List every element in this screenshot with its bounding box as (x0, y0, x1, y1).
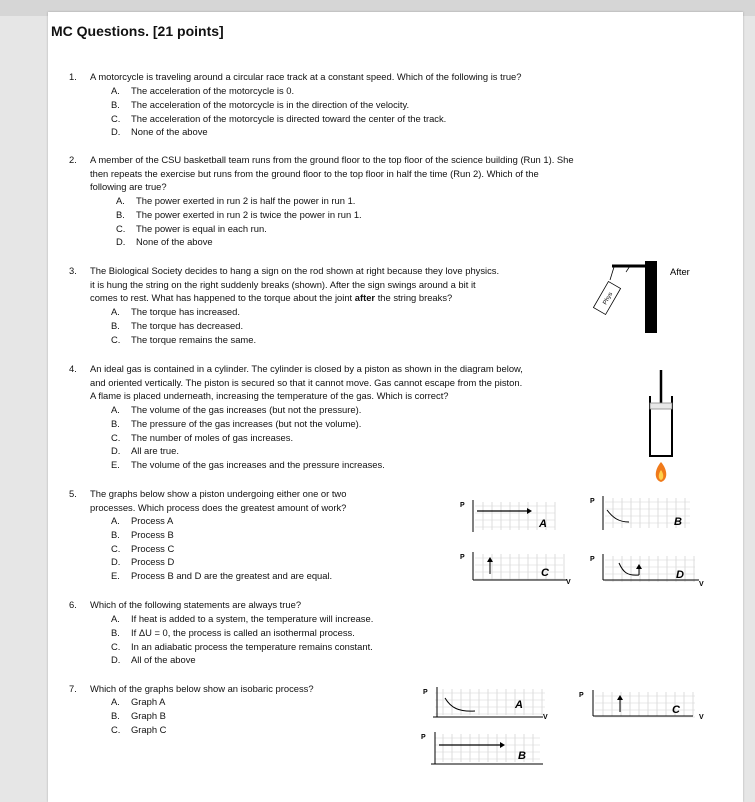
stem-line: it is hung the string on the right suddenly breaks (shown). After the sign swings around a bit it (90, 278, 476, 290)
pv-graph-q5-B (585, 492, 700, 534)
option-text: In an adiabatic process the temperature remains constant. (131, 640, 373, 652)
option-letter: B. (111, 626, 120, 638)
after-label: After (670, 266, 690, 277)
option-letter: C. (111, 333, 121, 345)
option-text: Graph C (131, 723, 167, 735)
stem-line: A flame is placed underneath, increasing the temperature of the gas. Which is correct? (90, 390, 449, 401)
option-text: The acceleration of the motorcycle is in the direction of the velocity. (131, 98, 410, 110)
option-text: The power exerted in run 2 is twice the power in run 1. (136, 208, 362, 220)
option-letter: E. (111, 570, 120, 582)
graph-grid (595, 692, 695, 717)
option-letter: B. (111, 709, 120, 721)
option-letter: C. (111, 542, 121, 554)
option-letter: D. (111, 445, 121, 457)
pv-graph-q5-A (455, 496, 565, 536)
p-axis-label: P (590, 556, 595, 563)
option-letter: A. (111, 696, 120, 707)
p-axis-label: P (460, 554, 465, 561)
stem-line: following are true? (90, 181, 167, 192)
option-text: The pressure of the gas increases (but not the volume). (131, 417, 362, 429)
v-axis-label: V (566, 579, 571, 586)
p-axis-label: P (421, 734, 426, 741)
option-letter: D. (116, 236, 126, 248)
p-axis-label: P (460, 502, 465, 509)
page-title: MC Questions. [21 points] (51, 23, 224, 39)
stem-line: then repeats the exercise but runs from the ground floor to the top floor in half the time (Run 2). Which of the (90, 167, 539, 179)
graph-label-C: C (672, 704, 680, 716)
v-axis-label: V (543, 714, 548, 721)
option-letter: E. (111, 459, 120, 471)
v-axis-label: V (699, 581, 704, 588)
stem-line: The Biological Society decides to hang a sign on the rod shown at right because they love physics. (90, 265, 500, 276)
option-letter: A. (111, 613, 120, 624)
pv-graph-q5-C (455, 548, 573, 586)
pv-graph-q7-A (415, 683, 555, 721)
option-letter: C. (111, 112, 121, 124)
question-number: 7. (69, 683, 77, 694)
option-text: The torque has decreased. (131, 319, 244, 331)
p-axis-label: P (579, 692, 584, 699)
question-stem (90, 153, 574, 194)
p-axis-label: P (423, 689, 428, 696)
option-text: The power exerted in run 2 is half the power in run 1. (136, 195, 356, 206)
question-number: 5. (69, 488, 77, 499)
process-label-C: C (541, 567, 549, 579)
option-letter: C. (111, 723, 121, 735)
option-letter: C. (116, 222, 126, 234)
stem-line-text: comes to rest. What has happened to the torque about the joint after the string breaks? (90, 292, 453, 303)
option-letter: A. (111, 306, 120, 317)
question-stem (90, 362, 523, 403)
string (610, 267, 614, 280)
question-number: 1. (69, 71, 77, 82)
vertical-post (645, 261, 657, 333)
option-text: The acceleration of the motorcycle is directed toward the center of the track. (131, 112, 447, 124)
stem-line: processes. Which process does the greatest amount of work? (90, 501, 347, 513)
stem-line: A member of the CSU basketball team runs from the ground floor to the top floor of the science building (Run 1). She (90, 154, 574, 165)
arrow-head (636, 564, 642, 569)
stem-line: Which of the graphs below show an isobaric process? (90, 683, 314, 694)
option-letter: A. (111, 404, 120, 415)
stem-line: The graphs below show a piston undergoing either one or two (90, 488, 347, 499)
option-text: The acceleration of the motorcycle is 0. (131, 85, 295, 96)
rod-sign-figure (590, 258, 700, 338)
option-text: The number of moles of gas increases. (131, 431, 294, 443)
stem-line-with-emphasis (90, 291, 499, 305)
option-text: The torque remains the same. (131, 333, 257, 345)
question-number: 3. (69, 265, 77, 276)
option-text: Graph A (131, 696, 166, 707)
option-text: The volume of the gas increases and the pressure increases. (131, 459, 385, 471)
stem-line: Which of the following statements are always true? (90, 599, 302, 610)
question-number: 6. (69, 599, 77, 610)
question-number: 2. (69, 154, 77, 165)
process-label-A: A (539, 518, 547, 530)
option-text: The torque has increased. (131, 306, 240, 317)
v-axis-label: V (699, 714, 704, 721)
option-text: If heat is added to a system, the temperature will increase. (131, 613, 374, 624)
option-letter: B. (111, 417, 120, 429)
option-letter: D. (111, 126, 121, 138)
option-letter: A. (111, 85, 120, 96)
option-letter: C. (111, 640, 121, 652)
option-letter: A. (116, 195, 125, 206)
graph-grid (475, 554, 564, 580)
option-letter: B. (111, 98, 120, 110)
process-label-B: B (674, 516, 682, 528)
option-letter: C. (111, 431, 121, 443)
option-text: Graph B (131, 709, 166, 721)
question-stem (90, 70, 521, 84)
question-stem (90, 487, 346, 514)
stem-line: A motorcycle is traveling around a circular race track at a constant speed. Which of the following is true? (90, 71, 522, 82)
option-text: Process A (131, 515, 174, 526)
option-letter: B. (111, 528, 120, 540)
option-letter: D. (111, 556, 121, 568)
process-label-D: D (676, 569, 684, 581)
option-letter: D. (111, 654, 121, 666)
p-axis-label: P (590, 498, 595, 505)
option-text: Process B (131, 528, 174, 540)
option-letter: A. (111, 515, 120, 526)
question-stem (90, 598, 301, 612)
graph-grid (435, 689, 545, 715)
arrow-head (500, 742, 505, 748)
hanging-sign (593, 282, 620, 315)
pv-graph-q5-D (585, 550, 705, 588)
piston-head (650, 403, 672, 409)
stem-line: and oriented vertically. The piston is secured so that it cannot move. Gas cannot escape from the piston. (90, 376, 523, 388)
option-text: All of the above (131, 654, 196, 666)
sign-text: Phys (602, 291, 615, 307)
option-text: Process B and D are the greatest and are equal. (131, 570, 333, 582)
option-letter: B. (116, 208, 125, 220)
option-text: Process D (131, 556, 175, 568)
question-number: 4. (69, 363, 77, 374)
pv-graph-q7-B (415, 728, 550, 768)
option-text: All are true. (131, 445, 179, 457)
option-text: None of the above (131, 126, 208, 138)
option-text: If ΔU = 0, the process is called an isothermal process. (131, 626, 355, 638)
graph-label-A: A (515, 699, 523, 711)
question-stem (90, 264, 499, 305)
question-stem (90, 682, 314, 696)
option-text: None of the above (136, 236, 213, 248)
option-text: The volume of the gas increases (but not the pressure). (131, 404, 362, 415)
flame-icon (656, 462, 667, 482)
option-text: Process C (131, 542, 175, 554)
pv-graph-q7-C (575, 686, 705, 722)
graph-label-B: B (518, 750, 526, 762)
option-letter: B. (111, 319, 120, 331)
stem-line: An ideal gas is contained in a cylinder. The cylinder is closed by a piston as shown in the diagram below, (90, 363, 523, 374)
emphasized-word: after (354, 292, 376, 303)
piston-cylinder-figure (636, 364, 686, 486)
option-text: The power is equal in each run. (136, 222, 267, 234)
